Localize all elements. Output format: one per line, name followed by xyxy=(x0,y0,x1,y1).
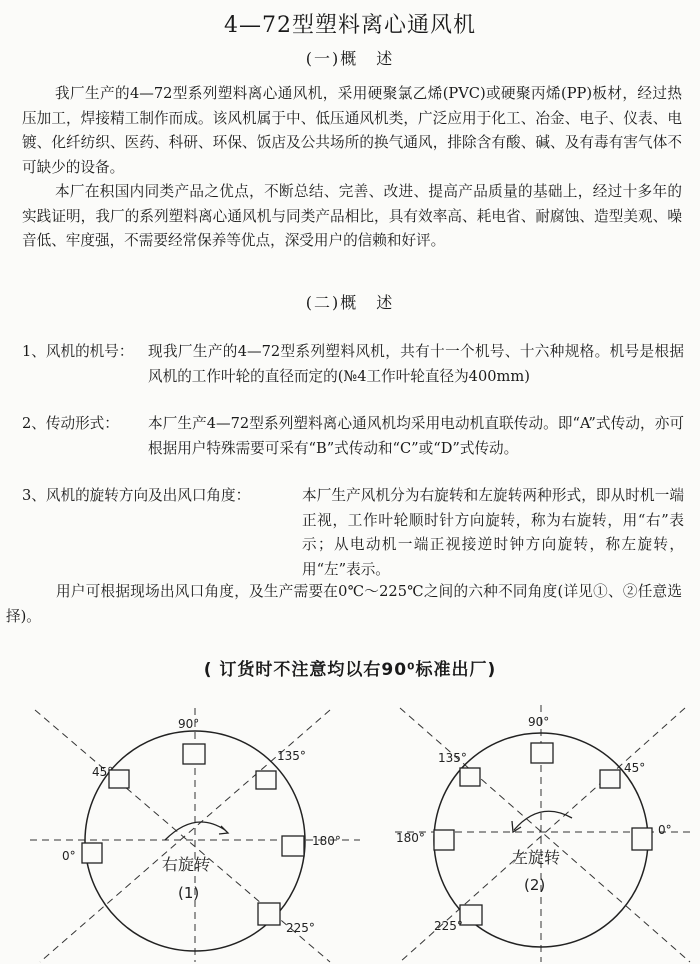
list-item-text: 本厂生产4—72型系列塑料离心通风机均采用电动机直联传动。即“A”式传动，亦可根据用户特殊需要可采有“B”式传动和“C”或“D”式传动。 xyxy=(148,415,684,457)
diagram-number: (1) xyxy=(178,884,200,902)
fan-housing-icon xyxy=(282,836,304,856)
list-item-text: 现我厂生产的4—72型系列塑料风机，共有十一个机号、十六种规格。机号是根据风机的工作叶轮的直径而定的(№4工作叶轮直径为400mm) xyxy=(148,343,684,385)
fan-housing-icon xyxy=(531,743,553,763)
angle-label: 90° xyxy=(178,717,200,731)
list-item-drive-type xyxy=(22,412,688,487)
angle-label: 135° xyxy=(277,749,306,763)
list-item-label: 3、风机的旋转方向及出风口角度： xyxy=(22,487,251,504)
list-item-rotation-direction xyxy=(22,484,688,584)
order-notice: ( 订货时不注意均以右90⁰标准出厂) xyxy=(203,660,497,680)
rotation-angle-diagrams xyxy=(0,700,700,964)
angle-label: 45° xyxy=(624,761,646,775)
diagram-caption: 左旋转 xyxy=(512,848,561,867)
document-title: 4—72型塑料离心通风机 xyxy=(224,13,476,38)
section-2-heading: (二)概 述 xyxy=(305,293,395,312)
fan-housing-icon xyxy=(460,905,482,925)
list-item-label: 1、风机的机号： xyxy=(22,343,134,360)
angle-label: 180° xyxy=(396,831,425,845)
angle-label: 45° xyxy=(92,765,114,779)
list-item-text: 本厂生产风机分为右旋转和左旋转两种形式，即从时机一端正视，工作叶轮顺时针方向旋转，称为右旋转，用“右”表示；从电动机一端正视接逆时钟方向旋转，称左旋转，用“左”表示。 xyxy=(302,487,684,578)
angle-label: 135° xyxy=(438,751,467,765)
fan-housing-icon xyxy=(460,768,480,786)
diagram-number: (2) xyxy=(524,876,546,894)
angle-label: 225° xyxy=(286,921,315,935)
angle-label: 225° xyxy=(434,919,463,933)
fan-housing-icon xyxy=(256,771,276,789)
fan-housing-icon xyxy=(82,843,102,863)
angle-label: 0° xyxy=(658,823,672,837)
angle-label: 180° xyxy=(312,834,341,848)
fan-housing-icon xyxy=(632,828,652,850)
list-item-fan-number xyxy=(22,340,688,415)
section-1-paragraph-2: 本厂在积国内同类产品之优点，不断总结、完善、改进、提高产品质量的基础上，经过十多年的实践证明，我厂的系列塑料离心通风机与同类产品相比，具有效率高、耗电省、耐腐蚀、造型美观、噪音低、牢度强，不需要经常保养等优点，深受用户的信赖和好评。 xyxy=(22,183,682,250)
angle-label: 0° xyxy=(62,849,76,863)
fan-housing-icon xyxy=(434,830,454,850)
fan-housing-icon xyxy=(183,744,205,764)
angle-label: 90° xyxy=(528,715,550,729)
section-2-closing: 用户可根据现场出风口角度，及生产需要在0℃～225℃之间的六种不同角度(详见①、②任意选择)。 xyxy=(6,583,682,625)
diagram-caption: 右旋转 xyxy=(162,855,211,874)
fan-housing-icon xyxy=(600,770,620,788)
fan-housing-icon xyxy=(258,903,280,925)
section-1-paragraph-1: 我厂生产的4—72型系列塑料离心通风机，采用硬聚氯乙烯(PVC)或硬聚丙烯(PP)板材，经过热压加工，焊接精工制作而成。该风机属于中、低压通风机类，广泛应用于化工、冶金、电子、仪表、电镀、化纤纺织、医药、科研、环保、饭店及公共场所的换气通风，排除含有酸、碱、及有毒有害气体不可缺少的设备。 xyxy=(22,85,682,176)
list-item-label: 2、传动形式： xyxy=(22,415,119,432)
diagram-right-rotation xyxy=(30,708,360,962)
diagram-left-rotation xyxy=(395,705,695,962)
section-1-heading: (一)概 述 xyxy=(305,49,395,68)
